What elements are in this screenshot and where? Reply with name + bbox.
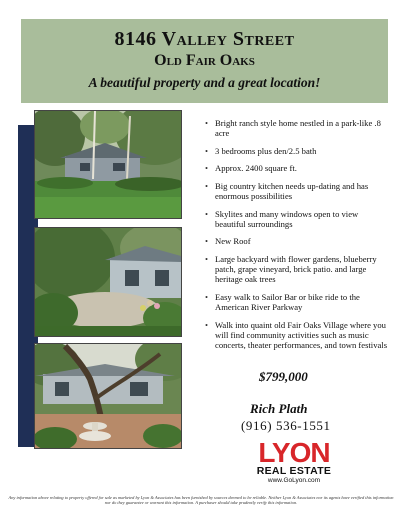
front-of-house-photo bbox=[34, 110, 182, 219]
feature-item: • Bright ranch style home nestled in a park-like .8 acre bbox=[205, 118, 390, 139]
logo-website: www.GoLyon.com bbox=[267, 477, 321, 484]
feature-item: • 3 bedrooms plus den/2.5 bath bbox=[205, 146, 390, 156]
logo-wordmark: LYON bbox=[258, 437, 330, 468]
legal-disclaimer: Any information above relating to property offered for sale as marketed by Lyon & Associates has been furnished by sources deemed to be reliable. Neither Lyon & Associates nor its agents have verified this information nor do they guarantee or warrant this information. A purchaser should take prudently verify this information. bbox=[8, 495, 394, 506]
listing-tagline: A beautiful property and a great location! bbox=[88, 75, 321, 90]
backyard-garden-photo bbox=[34, 227, 182, 337]
feature-item: • Walk into quaint old Fair Oaks Village where you will find community activities such as music concerts, theater performances, and town festivals bbox=[205, 320, 390, 351]
feature-item: • Easy walk to Sailor Bar or bike ride to the American River Parkway bbox=[205, 292, 390, 313]
feature-item: • New Roof bbox=[205, 236, 390, 246]
agent-phone: (916) 536-1551 bbox=[241, 418, 331, 433]
listing-price: $799,000 bbox=[259, 369, 308, 384]
property-city: Old Fair Oaks bbox=[154, 52, 255, 69]
feature-item: • Approx. 2400 square ft. bbox=[205, 163, 390, 173]
feature-list bbox=[205, 118, 390, 358]
property-address: 8146 Valley Street bbox=[114, 28, 295, 50]
feature-item: • Skylites and many windows open to view beautiful surroundings bbox=[205, 209, 390, 230]
feature-item: • Large backyard with flower gardens, blueberry patch, grape vineyard, brick patio. and large heritage oak trees bbox=[205, 254, 390, 285]
agent-name: Rich Plath bbox=[250, 401, 308, 416]
lyon-logo bbox=[255, 437, 333, 492]
feature-item: • Big country kitchen needs up-dating and has enormous possibilities bbox=[205, 181, 390, 202]
patio-and-oak-tree-photo bbox=[34, 343, 182, 449]
logo-subtitle: REAL ESTATE bbox=[256, 465, 332, 477]
listing-header bbox=[21, 19, 388, 103]
